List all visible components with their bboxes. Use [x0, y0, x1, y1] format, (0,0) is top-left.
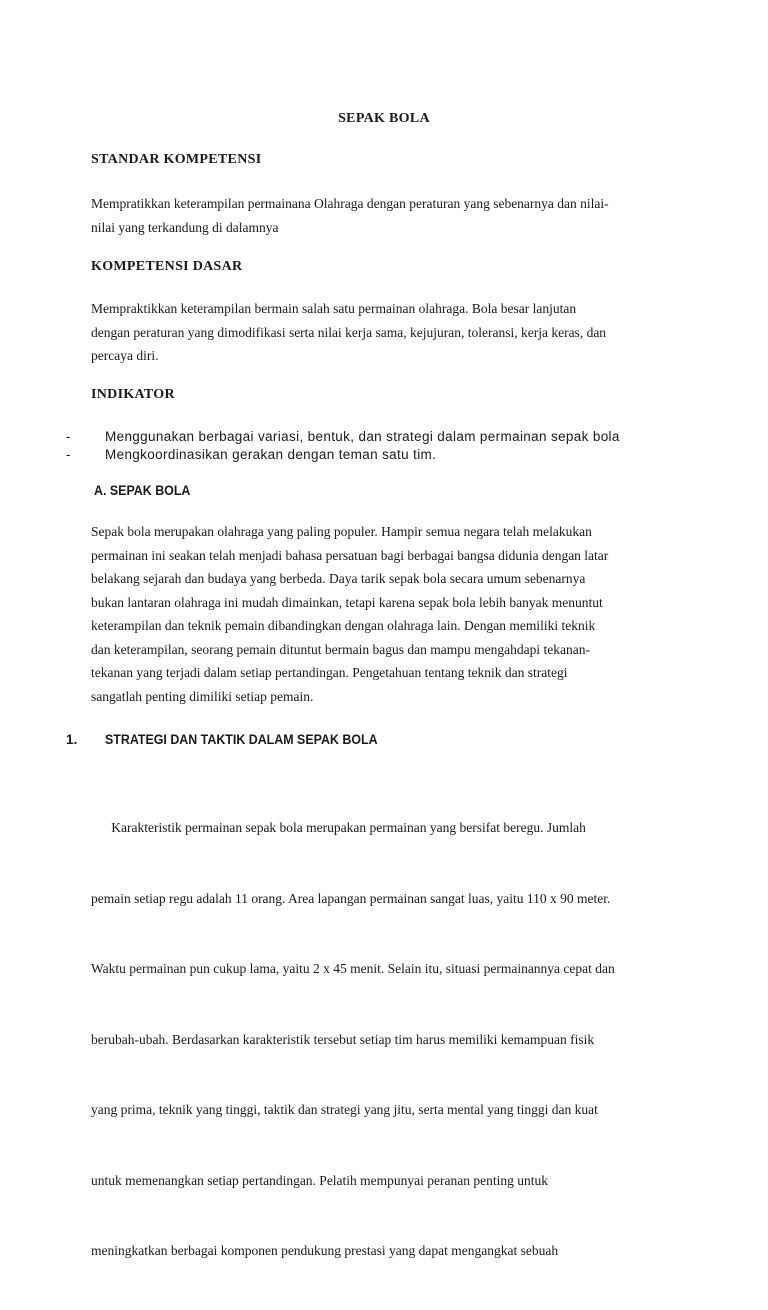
section-1-heading: [66, 732, 706, 752]
bullet-text: Menggunakan berbagai variasi, bentuk, dan strategi dalam permainan sepak bola: [105, 429, 620, 444]
section-1-paragraph: [91, 769, 681, 1310]
standar-kompetensi-heading: STANDAR KOMPETENSI: [91, 152, 262, 167]
paragraph-line: percaya diri.: [91, 348, 159, 363]
bullet-text: Mengkoordinasikan gerakan dengan teman satu tim.: [105, 447, 437, 462]
paragraph-line: nilai yang terkandung di dalamnya: [91, 219, 279, 235]
paragraph-line: Sepak bola merupakan olahraga yang paling populer. Hampir semua negara telah melakukan: [91, 524, 592, 539]
paragraph-line: untuk memenangkan setiap pertandingan. Pelatih mempunyai peranan penting untuk: [91, 1172, 549, 1188]
standar-kompetensi-paragraph: [91, 192, 681, 239]
paragraph-line: tekanan yang terjadi dalam setiap pertandingan. Pengetahuan tentang teknik dan strategi: [91, 665, 568, 680]
bullet-marker: -: [66, 447, 71, 462]
paragraph-line: Waktu permainan pun cukup lama, yaitu 2 x 45 menit. Selain itu, situasi permainannya cepat dan: [91, 961, 615, 976]
paragraph-line: berubah-ubah. Berdasarkan karakteristik tersebut setiap tim harus memiliki kemampuan fisik: [91, 1031, 595, 1047]
paragraph-line: meningkatkan berbagai komponen pendukung prestasi yang dapat mengangkat sebuah: [91, 1243, 559, 1258]
paragraph-line: sangatlah penting dimiliki setiap pemain.: [91, 688, 314, 704]
paragraph-line: belakang sejarah dan budaya yang berbeda. Daya tarik sepak bola secara umum sebenarnya: [91, 571, 586, 586]
kompetensi-dasar-paragraph: [91, 297, 681, 368]
paragraph-line: Mempraktikkan keterampilan bermain salah satu permainan olahraga. Bola besar lanjutan: [91, 301, 577, 316]
section-a-heading: A. SEPAK BOLA: [94, 483, 191, 498]
paragraph-line: dan keterampilan, seorang pemain dituntut bermain bagus dan mampu mengahdapi tekanan-: [91, 641, 590, 657]
section-a-paragraph: [91, 520, 681, 708]
paragraph-line: Mempratikkan keterampilan permainana Olahraga dengan peraturan yang sebenarnya dan nilai-: [91, 196, 609, 211]
indikator-heading: INDIKATOR: [91, 387, 175, 402]
section-number: 1.: [66, 732, 78, 747]
paragraph-line: bukan lantaran olahraga ini mudah dimainkan, tetapi karena sepak bola lebih banyak menuntut: [91, 594, 603, 610]
indikator-item: [66, 429, 706, 447]
paragraph-line: Karakteristik permainan sepak bola merupakan permainan yang bersifat beregu. Jumlah: [91, 820, 586, 835]
paragraph-line: pemain setiap regu adalah 11 orang. Area lapangan permainan sangat luas, yaitu 110 x 90 meter.: [91, 890, 611, 906]
kompetensi-dasar-heading: KOMPETENSI DASAR: [91, 259, 243, 274]
indikator-item: [66, 447, 706, 465]
document-title: SEPAK BOLA: [338, 111, 430, 126]
bullet-marker: -: [66, 429, 71, 444]
paragraph-line: permainan ini seakan telah menjadi bahasa persatuan bagi berbagai bangsa didunia dengan latar: [91, 547, 609, 563]
paragraph-line: yang prima, teknik yang tinggi, taktik dan strategi yang jitu, serta mental yang tinggi dan kuat: [91, 1102, 598, 1117]
paragraph-line: keterampilan dan teknik pemain dibandingkan dengan olahraga lain. Dengan memiliki teknik: [91, 618, 596, 633]
paragraph-line: dengan peraturan yang dimodifikasi serta nilai kerja sama, kejujuran, toleransi, kerja keras, dan: [91, 324, 607, 340]
section-title: STRATEGI DAN TAKTIK DALAM SEPAK BOLA: [105, 732, 378, 747]
